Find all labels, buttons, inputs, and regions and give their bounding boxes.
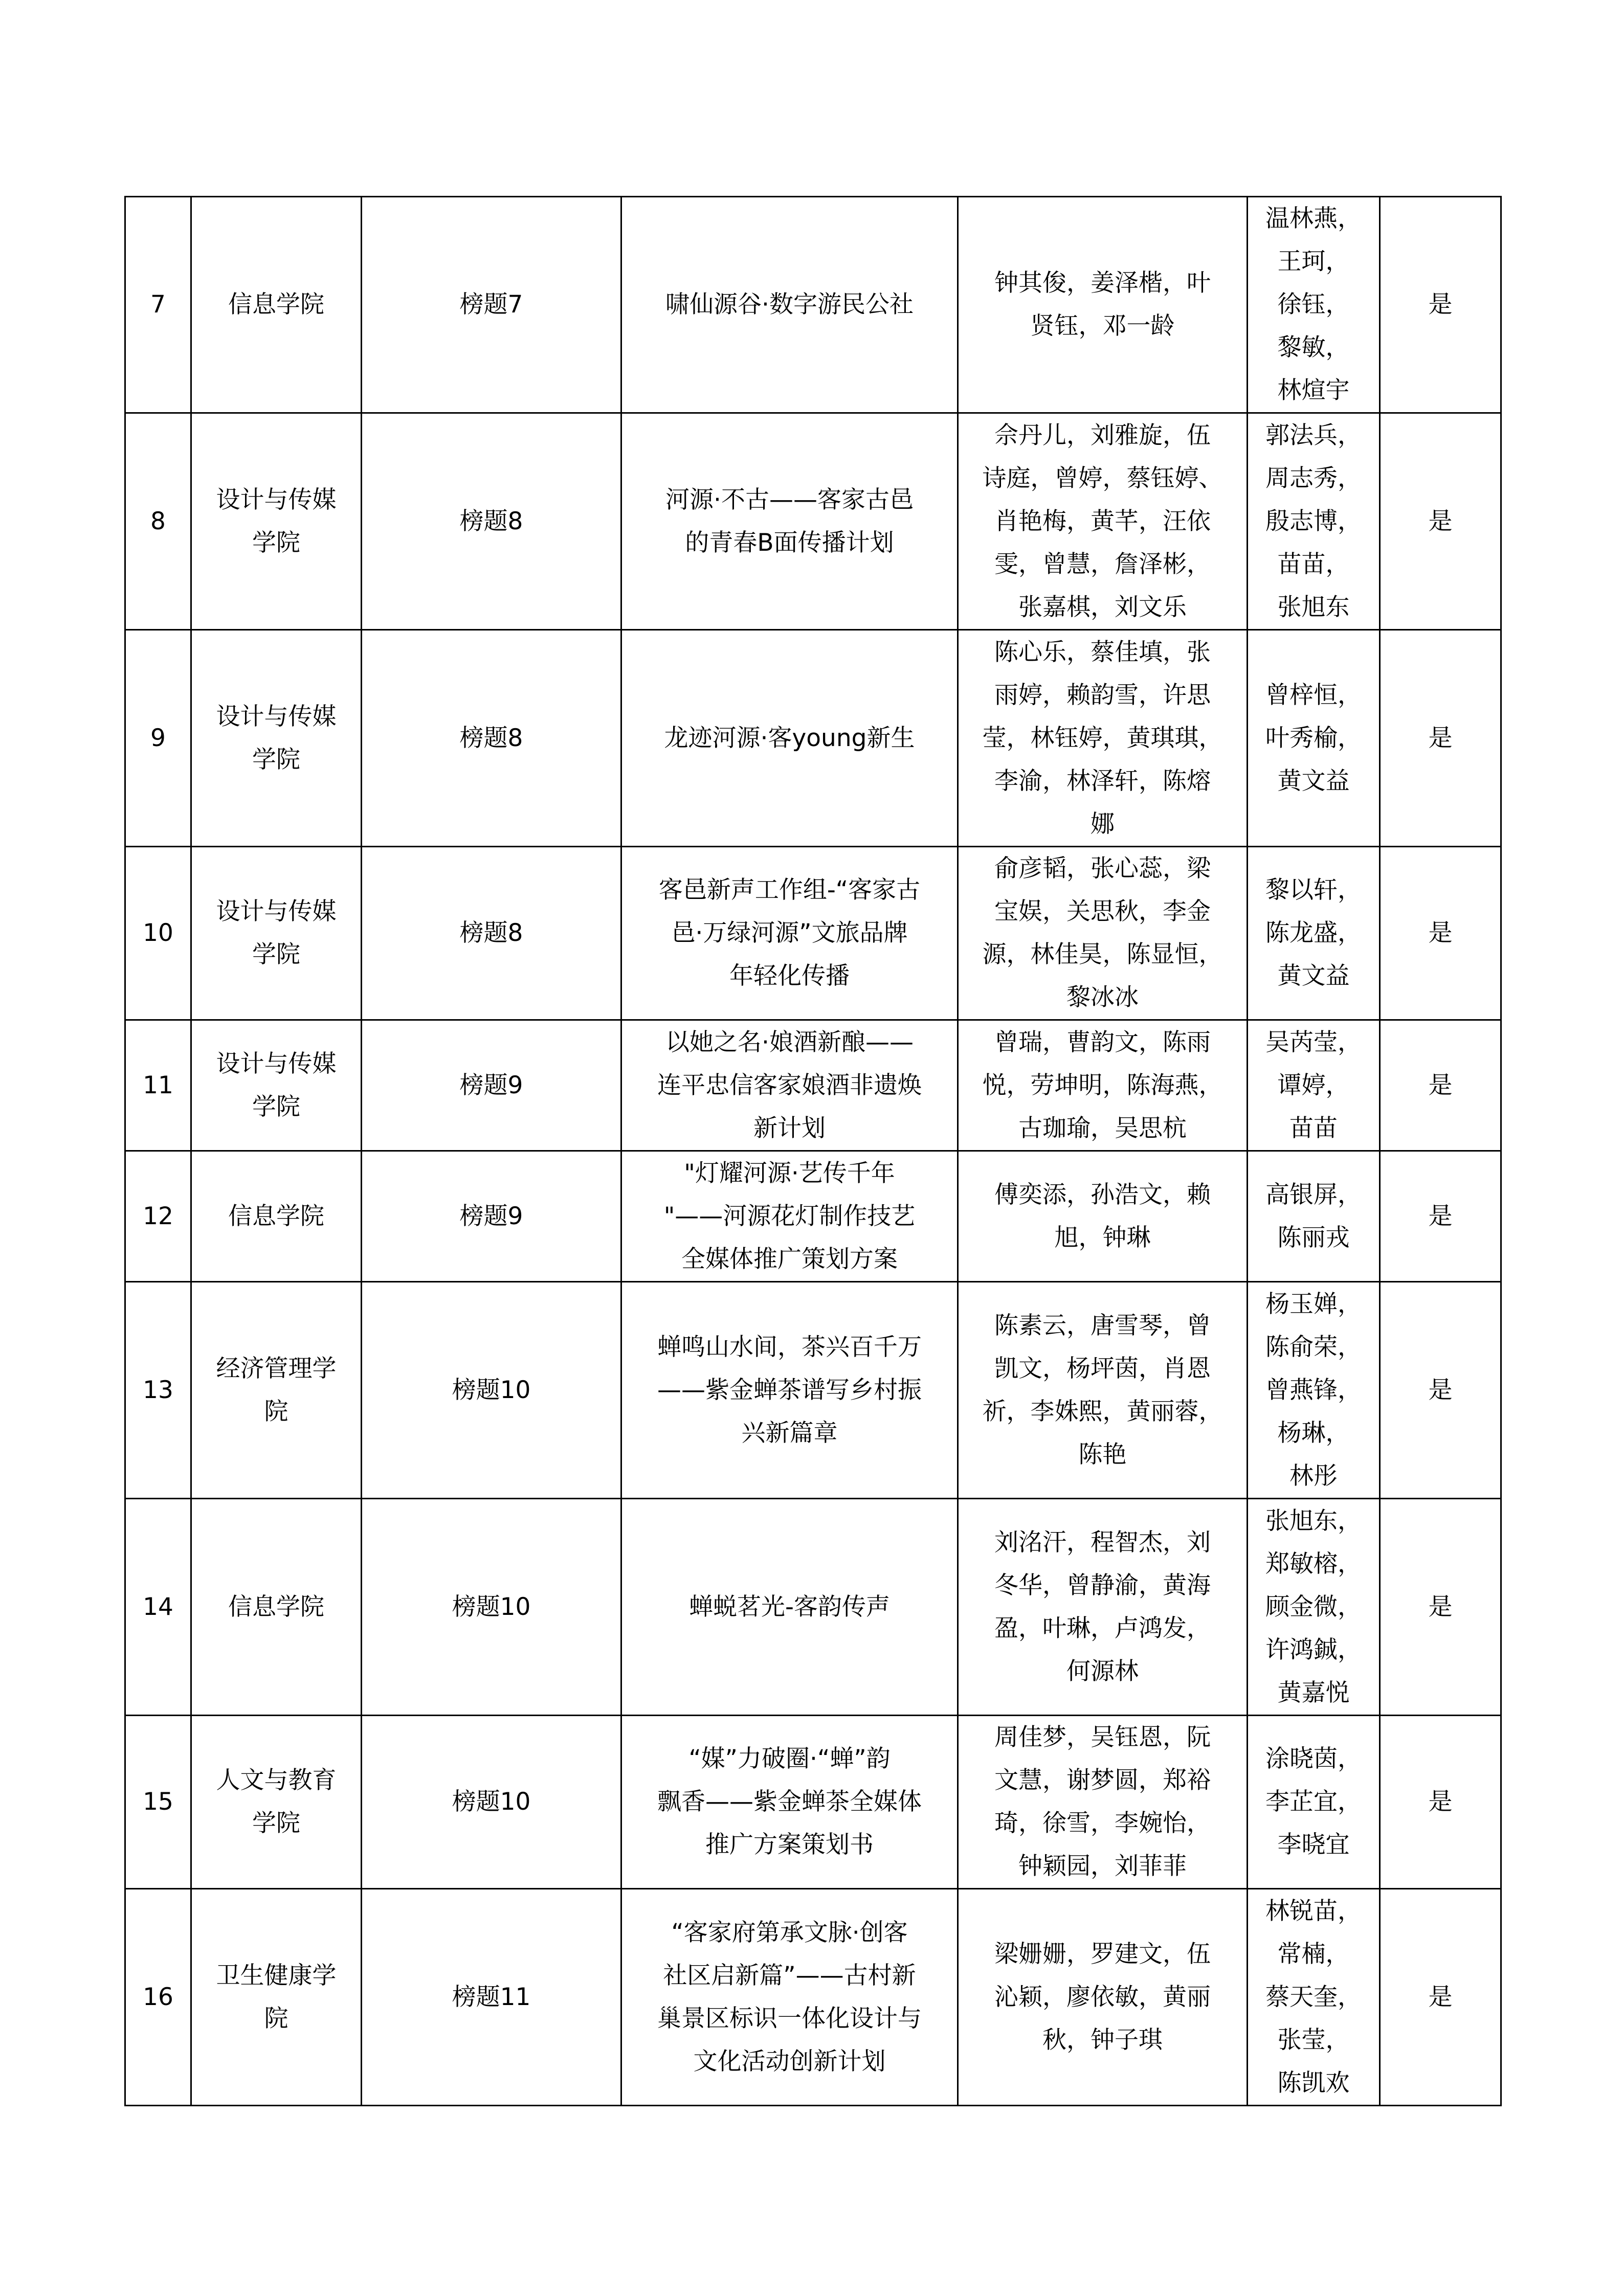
result-cell: 是 (1380, 1020, 1501, 1151)
advisors-cell (1248, 1889, 1380, 2106)
project-name-line: "灯耀河源·艺传千年 (684, 1159, 895, 1187)
advisors-line: 黄文益 (1277, 962, 1350, 990)
advisors-cell (1248, 630, 1380, 847)
advisors-line: 陈丽戎 (1277, 1223, 1350, 1252)
result-cell: 是 (1380, 1151, 1501, 1282)
team-members-cell (958, 1499, 1248, 1716)
project-name-cell (621, 1151, 958, 1282)
advisors-cell (1248, 1499, 1380, 1716)
topic-cell: 榜题10 (362, 1499, 621, 1716)
project-name-line: ——紫金蝉茶谱写乡村振 (657, 1376, 922, 1404)
advisors-cell (1248, 1716, 1380, 1889)
table-row (125, 630, 1501, 847)
college-cell (191, 1282, 362, 1499)
advisors-line: 黄嘉悦 (1277, 1678, 1350, 1707)
advisors-line: 许鸿鋮， (1265, 1635, 1362, 1664)
topic-cell: 榜题9 (362, 1020, 621, 1151)
team-members-cell (958, 197, 1248, 413)
college-line: 院 (264, 2004, 288, 2033)
team-members-line: 莹，林钰婷，黄琪琪， (982, 724, 1223, 752)
advisors-line: 温林燕， (1265, 205, 1362, 233)
team-members-line: 盈，叶琳，卢鸿发， (994, 1614, 1211, 1642)
team-members-line: 周佳梦，吴钰恩，阮 (994, 1723, 1211, 1751)
advisors-line: 黎敏， (1277, 333, 1350, 362)
project-name-line: 蝉鸣山水间，茶兴百千万 (657, 1333, 922, 1361)
advisors-line: 陈凯欢 (1277, 2068, 1350, 2097)
advisors-line: 顾金微， (1265, 1592, 1362, 1621)
team-members-cell (958, 1889, 1248, 2106)
team-members-line: 曾瑞，曹韵文，陈雨 (994, 1028, 1211, 1056)
team-members-line: 文慧，谢梦圆，郑裕 (994, 1766, 1211, 1794)
team-members-line: 陈素云，唐雪琴，曾 (994, 1311, 1211, 1340)
college-line: 信息学院 (228, 290, 324, 319)
advisors-line: 苗苗 (1289, 1114, 1338, 1142)
topic-cell: 榜题8 (362, 630, 621, 847)
team-members-cell (958, 1716, 1248, 1889)
college-cell (191, 413, 362, 630)
team-members-line: 雯，曾慧，詹泽彬， (994, 550, 1211, 578)
advisors-line: 李晓宜 (1277, 1831, 1350, 1859)
project-name-line: 蝉蜕茗光-客韵传声 (689, 1592, 890, 1621)
team-members-line: 古珈瑜，吴思杭 (1018, 1114, 1187, 1142)
project-name-line: “媒”力破圈·“蝉”韵 (688, 1745, 891, 1773)
team-members-line: 陈艳 (1078, 1440, 1127, 1469)
team-members-line: 梁姗姗，罗建文，伍 (994, 1940, 1211, 1968)
advisors-line: 谭婷， (1277, 1071, 1350, 1099)
advisors-line: 郭法兵， (1265, 421, 1362, 449)
advisors-cell (1248, 1020, 1380, 1151)
row-number: 11 (125, 1020, 191, 1151)
result-cell: 是 (1380, 1282, 1501, 1499)
topic-cell: 榜题11 (362, 1889, 621, 2106)
advisors-line: 吴芮莹， (1265, 1028, 1362, 1056)
advisors-line: 高银屏， (1265, 1180, 1362, 1209)
team-members-line: 黎冰冰 (1066, 983, 1139, 1011)
college-line: 设计与传媒 (216, 1049, 337, 1078)
advisors-line: 杨玉婵， (1265, 1290, 1362, 1318)
advisors-cell (1248, 1151, 1380, 1282)
team-members-line: 刘洺汗，程智杰，刘 (994, 1528, 1211, 1557)
team-members-line: 钟颖园，刘菲菲 (1018, 1852, 1187, 1880)
project-name-line: 新计划 (753, 1114, 826, 1142)
result-cell: 是 (1380, 413, 1501, 630)
topic-cell: 榜题10 (362, 1282, 621, 1499)
table-row (125, 197, 1501, 413)
project-name-line: "——河源花灯制作技艺 (663, 1202, 916, 1230)
college-line: 设计与传媒 (216, 897, 337, 926)
project-name-cell (621, 197, 958, 413)
table-row (125, 1282, 1501, 1499)
project-name-line: 巢景区标识一体化设计与 (657, 2004, 922, 2033)
topic-cell: 榜题8 (362, 847, 621, 1020)
project-name-cell (621, 1499, 958, 1716)
advisors-line: 涂晓茵， (1265, 1745, 1362, 1773)
college-cell (191, 630, 362, 847)
college-cell (191, 1151, 362, 1282)
advisors-line: 曾梓恒， (1265, 681, 1362, 709)
team-members-cell (958, 1020, 1248, 1151)
team-members-cell (958, 413, 1248, 630)
project-name-line: 邑·万绿河源”文旅品牌 (671, 919, 908, 947)
college-cell (191, 847, 362, 1020)
advisors-line: 徐钰， (1277, 290, 1350, 319)
advisors-line: 杨琳， (1277, 1419, 1350, 1447)
advisors-line: 林彤 (1289, 1461, 1338, 1490)
team-members-line: 陈心乐，蔡佳填，张 (994, 638, 1211, 666)
project-name-line: 河源·不古——客家古邑 (665, 485, 914, 514)
advisors-line: 林煊宇 (1277, 376, 1350, 404)
advisors-line: 黎以轩， (1265, 876, 1362, 904)
row-number: 12 (125, 1151, 191, 1282)
college-line: 人文与教育 (216, 1766, 337, 1794)
project-name-line: 文化活动创新计划 (693, 2047, 886, 2076)
college-line: 信息学院 (228, 1592, 324, 1621)
project-name-line: 飘香——紫金蝉茶全媒体 (657, 1788, 922, 1816)
project-name-line: 以她之名·娘酒新酿—— (665, 1028, 914, 1056)
advisors-line: 张莹， (1277, 2025, 1350, 2054)
advisors-line: 蔡天奎， (1265, 1983, 1362, 2011)
team-members-line: 秋，钟子琪 (1042, 2025, 1163, 2054)
team-members-line: 旭，钟琳 (1054, 1223, 1151, 1252)
team-members-line: 贤钰，邓一龄 (1030, 312, 1175, 340)
row-number: 16 (125, 1889, 191, 2106)
college-line: 经济管理学 (216, 1354, 337, 1383)
project-name-line: 社区启新篇”——古村新 (663, 1961, 916, 1990)
team-members-line: 源，林佳昊，陈显恒， (982, 940, 1223, 969)
row-number: 8 (125, 413, 191, 630)
college-cell (191, 1499, 362, 1716)
advisors-line: 曾燕锋， (1265, 1376, 1362, 1404)
project-name-line: 啸仙源谷·数字游民公社 (665, 290, 914, 319)
advisors-line: 张旭东， (1265, 1506, 1362, 1535)
team-members-cell (958, 630, 1248, 847)
project-name-line: 推广方案策划书 (705, 1831, 874, 1859)
row-number: 10 (125, 847, 191, 1020)
advisors-line: 陈俞荣， (1265, 1333, 1362, 1361)
topic-cell: 榜题7 (362, 197, 621, 413)
advisors-line: 李芷宜， (1265, 1788, 1362, 1816)
college-cell (191, 1020, 362, 1151)
college-line: 学院 (252, 745, 300, 774)
college-line: 院 (264, 1397, 288, 1426)
team-members-cell (958, 1282, 1248, 1499)
project-name-cell (621, 1716, 958, 1889)
project-name-line: 的青春B面传播计划 (685, 528, 894, 557)
project-name-cell (621, 1889, 958, 2106)
advisors-line: 苗苗， (1277, 550, 1350, 578)
result-cell: 是 (1380, 197, 1501, 413)
project-name-cell (621, 630, 958, 847)
advisors-line: 林锐苗， (1265, 1897, 1362, 1925)
result-cell: 是 (1380, 1889, 1501, 2106)
table-body (125, 197, 1501, 2106)
advisors-cell (1248, 1282, 1380, 1499)
project-name-line: 连平忠信客家娘酒非遗焕 (657, 1071, 922, 1099)
topic-cell: 榜题10 (362, 1716, 621, 1889)
team-members-line: 琦，徐雪，李婉怡， (994, 1809, 1211, 1837)
team-members-line: 祈，李姝熙，黄丽蓉， (982, 1397, 1223, 1426)
table-row (125, 1716, 1501, 1889)
row-number: 14 (125, 1499, 191, 1716)
table-row (125, 1889, 1501, 2106)
college-cell (191, 197, 362, 413)
college-line: 学院 (252, 940, 300, 969)
project-name-cell (621, 847, 958, 1020)
advisors-line: 叶秀榆， (1265, 724, 1362, 752)
team-members-cell (958, 847, 1248, 1020)
result-cell: 是 (1380, 1716, 1501, 1889)
project-name-line: 客邑新声工作组-“客家古 (658, 876, 921, 904)
project-name-cell (621, 1020, 958, 1151)
topic-cell: 榜题9 (362, 1151, 621, 1282)
advisors-line: 王珂， (1277, 247, 1350, 276)
row-number: 7 (125, 197, 191, 413)
team-members-line: 娜 (1091, 809, 1115, 838)
team-members-line: 傅奕添，孙浩文，赖 (994, 1180, 1211, 1209)
result-cell: 是 (1380, 630, 1501, 847)
advisors-line: 黄文益 (1277, 767, 1350, 795)
row-number: 9 (125, 630, 191, 847)
college-cell (191, 1889, 362, 2106)
college-line: 设计与传媒 (216, 702, 337, 731)
table-row (125, 847, 1501, 1020)
project-name-cell (621, 1282, 958, 1499)
project-name-line: 龙迹河源·客young新生 (664, 724, 915, 752)
college-line: 学院 (252, 1809, 300, 1837)
project-name-line: 兴新篇章 (741, 1419, 838, 1447)
project-name-line: 年轻化传播 (729, 962, 850, 990)
college-line: 学院 (252, 1092, 300, 1121)
team-members-line: 冬华，曾静渝，黄海 (994, 1571, 1211, 1600)
result-cell: 是 (1380, 847, 1501, 1020)
advisors-line: 周志秀， (1265, 464, 1362, 492)
project-name-cell (621, 413, 958, 630)
college-line: 学院 (252, 528, 300, 557)
table-row (125, 1151, 1501, 1282)
team-members-line: 钟其俊，姜泽楷，叶 (994, 269, 1211, 297)
team-members-cell (958, 1151, 1248, 1282)
team-members-line: 张嘉棋，刘文乐 (1018, 593, 1187, 621)
result-cell: 是 (1380, 1499, 1501, 1716)
team-members-line: 李渝，林泽轩，陈熔 (994, 767, 1211, 795)
team-members-line: 佘丹儿，刘雅旋，伍 (994, 421, 1211, 449)
advisors-line: 陈龙盛， (1265, 919, 1362, 947)
team-members-line: 悦，劳坤明，陈海燕， (982, 1071, 1223, 1099)
advisors-cell (1248, 197, 1380, 413)
college-line: 设计与传媒 (216, 485, 337, 514)
topic-cell: 榜题8 (362, 413, 621, 630)
project-name-line: “客家府第承文脉·创客 (671, 1918, 908, 1947)
advisors-cell (1248, 847, 1380, 1020)
row-number: 13 (125, 1282, 191, 1499)
team-members-line: 沁颖，廖依敏，黄丽 (994, 1983, 1211, 2011)
team-members-line: 雨婷，赖韵雪，许思 (994, 681, 1211, 709)
team-members-line: 凯文，杨坪茵，肖恩 (994, 1354, 1211, 1383)
table-row (125, 413, 1501, 630)
row-number: 15 (125, 1716, 191, 1889)
advisors-line: 殷志博， (1265, 507, 1362, 535)
project-name-line: 全媒体推广策划方案 (681, 1245, 898, 1273)
table-row (125, 1020, 1501, 1151)
team-members-line: 宝娱，关思秋，李金 (994, 897, 1211, 926)
advisors-line: 张旭东 (1277, 593, 1350, 621)
team-members-line: 肖艳梅，黄芊，汪依 (994, 507, 1211, 535)
advisors-cell (1248, 413, 1380, 630)
table-row (125, 1499, 1501, 1716)
college-cell (191, 1716, 362, 1889)
advisors-line: 郑敏榕， (1265, 1549, 1362, 1578)
college-line: 卫生健康学 (216, 1961, 337, 1990)
results-table (124, 196, 1502, 2106)
team-members-line: 诗庭，曾婷，蔡钰婷、 (982, 464, 1223, 492)
team-members-line: 俞彦韬，张心蕊，梁 (994, 854, 1211, 883)
team-members-line: 何源林 (1066, 1657, 1139, 1685)
advisors-line: 常楠， (1277, 1940, 1350, 1968)
college-line: 信息学院 (228, 1202, 324, 1230)
